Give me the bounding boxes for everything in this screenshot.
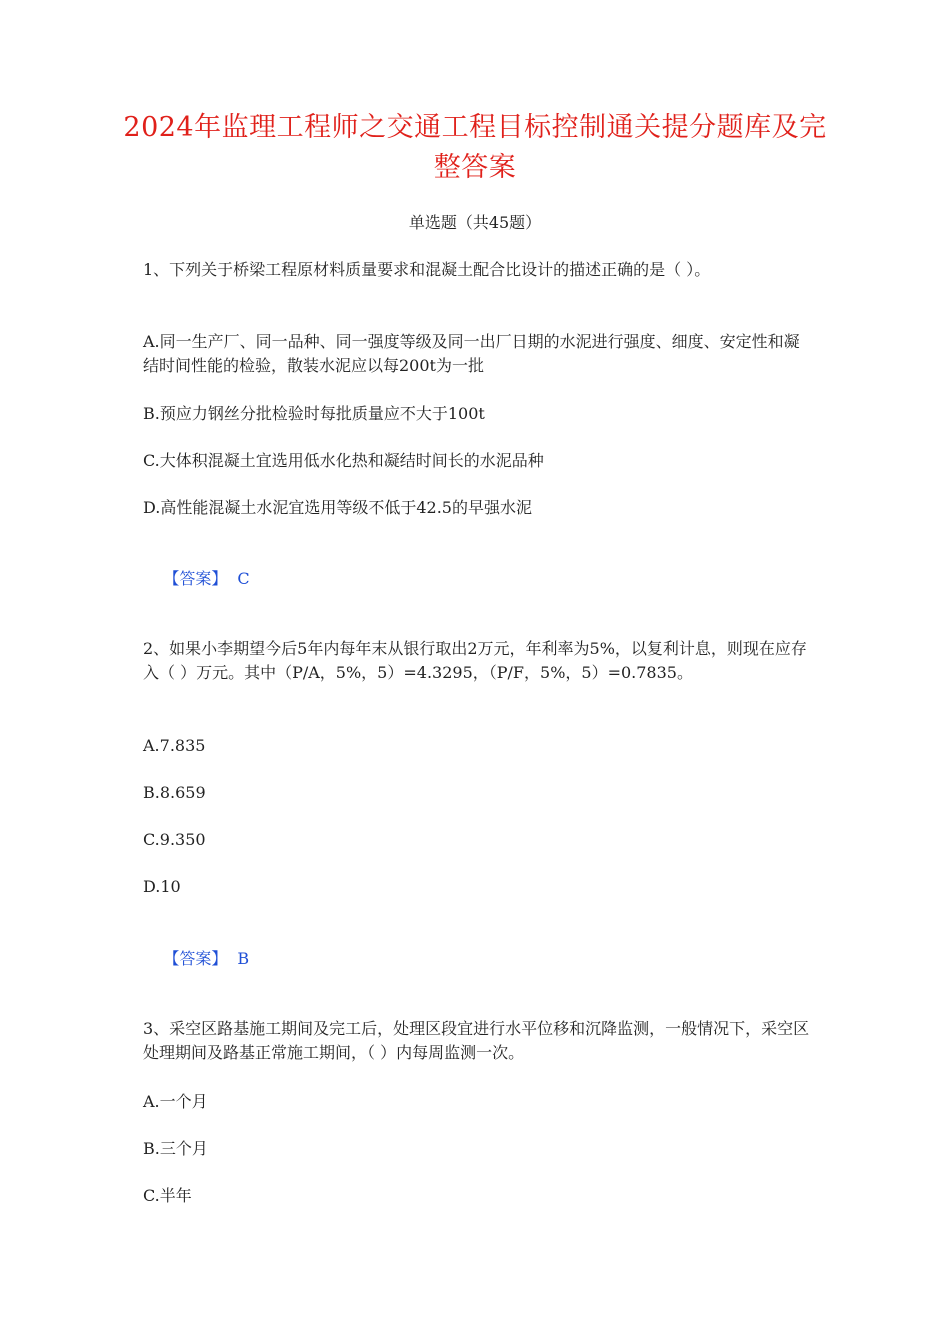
answer-value: B <box>237 949 250 968</box>
question-1-option-b: B.预应力钢丝分批检验时每批质量应不大于100t <box>143 404 485 423</box>
answer-label: 【答案】 <box>163 949 228 968</box>
question-2-option-b: B.8.659 <box>143 783 206 802</box>
question-2-option-c: C.9.350 <box>143 830 206 849</box>
section-heading: 单选题（共45题） <box>408 213 542 232</box>
question-1-option-a: A.同一生产厂、同一品种、同一强度等级及同一出厂日期的水泥进行强度、细度、安定性和凝结时间性能的检验，散装水泥应以每200t为一批 <box>143 332 800 375</box>
question-1-option-c: C.大体积混凝土宜选用低水化热和凝结时间长的水泥品种 <box>143 451 544 470</box>
question-1-option-d: D.高性能混凝土水泥宜选用等级不低于42.5的早强水泥 <box>143 498 532 517</box>
question-1-answer <box>143 543 815 615</box>
question-1-text: 1、下列关于桥梁工程原材料质量要求和混凝土配合比设计的描述正确的是（ ）。 <box>143 260 711 279</box>
question-2-answer <box>143 923 815 995</box>
question-3-option-a: A.一个月 <box>143 1092 208 1111</box>
answer-label: 【答案】 <box>163 569 228 588</box>
question-2-option-a: A.7.835 <box>143 736 206 755</box>
document-title: 2024年监理工程师之交通工程目标控制通关提分题库及完整答案 <box>123 112 827 183</box>
question-3-option-c: C.半年 <box>143 1186 192 1205</box>
question-2-option-d: D.10 <box>143 877 181 896</box>
answer-value: C <box>237 569 250 588</box>
question-2-text: 2、如果小李期望今后5年内每年末从银行取出2万元，年利率为5%，以复利计息，则现在应存入（ ）万元。其中（P/A，5%，5）=4.3295，（P/F，5%，5）=0.7835。 <box>143 639 807 682</box>
question-3-option-b: B.三个月 <box>143 1139 208 1158</box>
question-3-text: 3、采空区路基施工期间及完工后，处理区段宜进行水平位移和沉降监测，一般情况下，采空区处理期间及路基正常施工期间，（ ）内每周监测一次。 <box>143 1019 810 1062</box>
